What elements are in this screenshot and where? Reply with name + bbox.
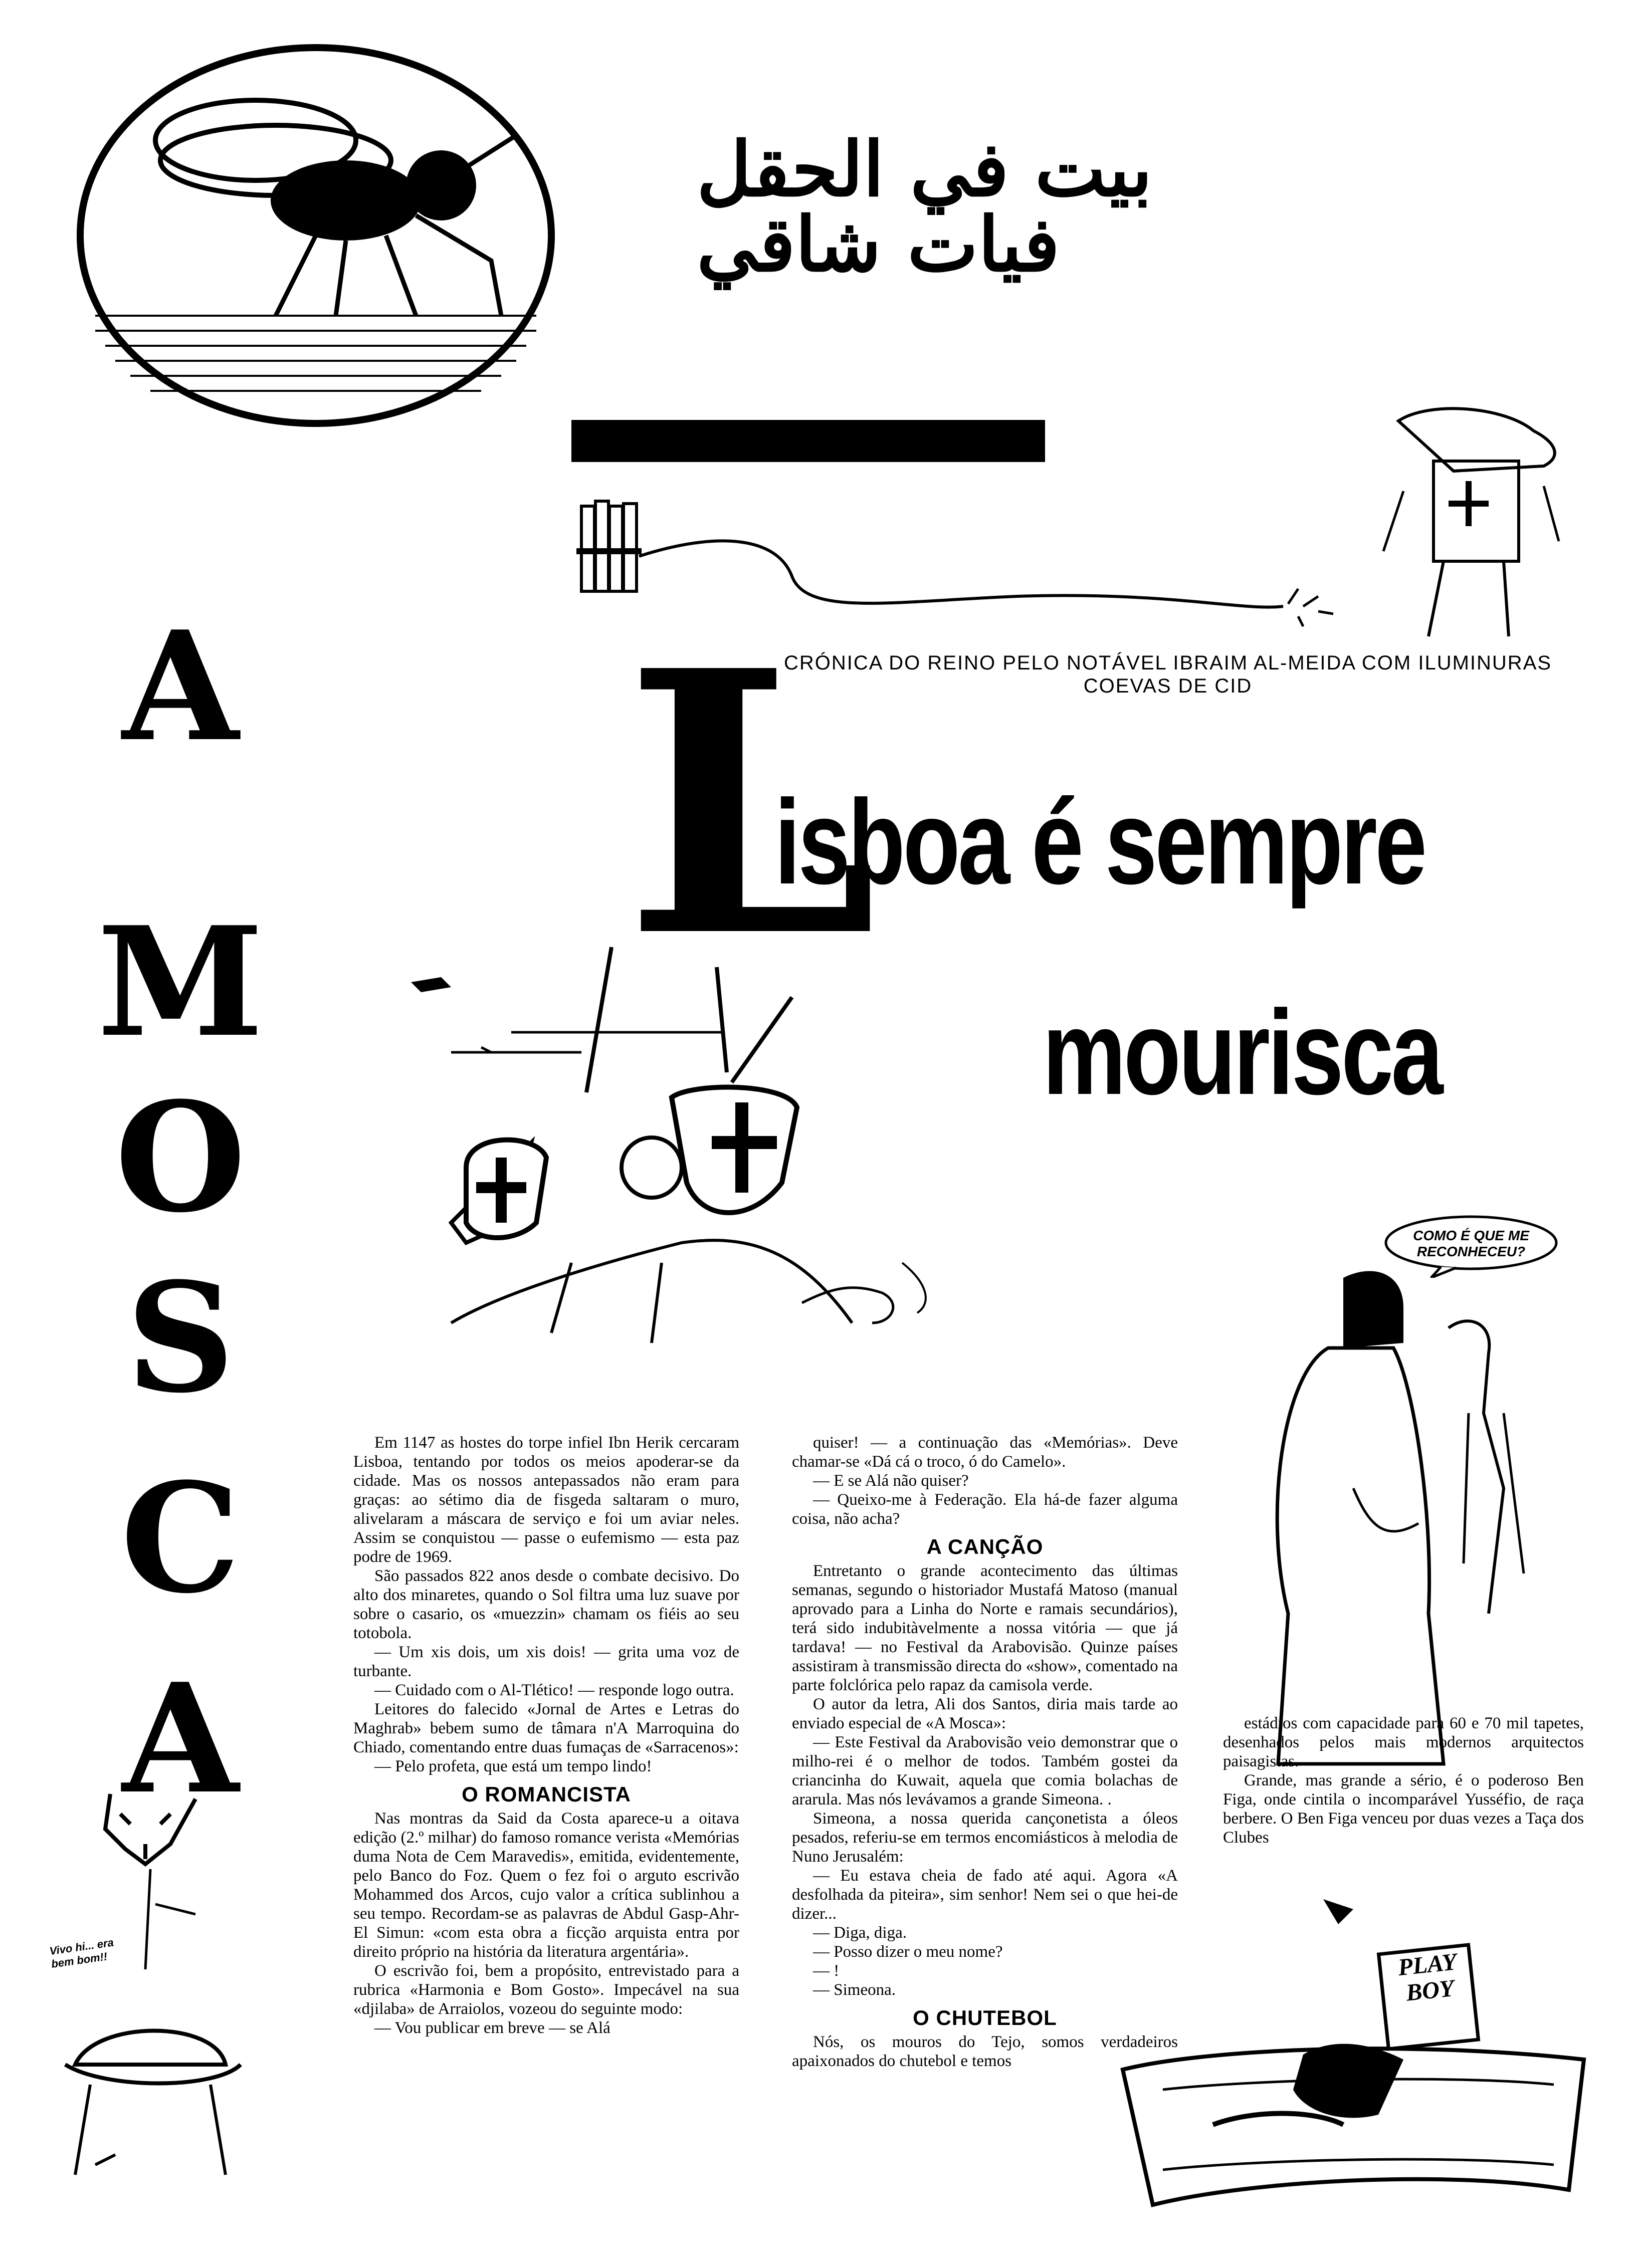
crusaders-battle-illustration	[301, 942, 1053, 1393]
headline-line-2: mourisca	[1043, 985, 1441, 1119]
col1-paragraph: — Cuidado com o Al-Tlético! — responde logo outra.	[374, 1681, 734, 1699]
headline-initial: L	[624, 592, 878, 1016]
col2-paragraph: — !	[813, 1962, 840, 1980]
article-column-3	[1223, 1714, 1584, 1847]
arabic-line-1: ﺑﻴﺖ ﻓﻲ ﺍﻟﺤﻘﻞ	[697, 125, 1153, 213]
col2-paragraph: — Eu estava cheia de fado até aqui. Agora «A desfolhada da piteira», sim senhor! Nem sei o que hei-de dizer...	[792, 1867, 1178, 1923]
speech-bubble-text: COMO É QUE ME RECONHECEU?	[1413, 1228, 1529, 1259]
col2-paragraph: quiser! — a continuação das «Memórias». Deve chamar-se «Dá cá o troco, ó do Camelo».	[792, 1434, 1178, 1471]
hat-character-illustration	[45, 1784, 256, 2195]
col1-paragraph: Leitores do falecido «Jornal de Artes e Letras do Maghrab» bebem sumo de tâmara n'A Marroquina do Chiado, comentando entre duas fumaças de «Sarracenos»:	[353, 1700, 739, 1756]
heading-a-cancao: A CANÇÃO	[926, 1535, 1044, 1558]
crusader-knight-illustration	[1353, 401, 1574, 651]
black-bar	[571, 420, 1045, 462]
col3-paragraph: estádios com capacidade para 60 e 70 mil tapetes, desenhados pelos mais modernos arquitectos paisagistas.	[1223, 1714, 1584, 1770]
col2-paragraph: Simeona, a nossa querida cançonetista a óleos pesados, referiu-se em termos encomiásticos à melodia de Nuno Jerusalém:	[792, 1809, 1178, 1866]
fly-emblem-illustration	[65, 35, 566, 436]
col2-paragraph: O autor da letra, Ali dos Santos, diria mais tarde ao enviado especial de «A Mosca»:	[792, 1695, 1178, 1732]
col2-paragraph: — Queixo-me à Federação. Ela há-de fazer alguma coisa, não acha?	[792, 1491, 1178, 1528]
col2-paragraph: — Diga, diga.	[813, 1924, 907, 1942]
col1-paragraph: O escrivão foi, bem a propósito, entrevistado para a rubrica «Harmonia e Bom Gosto». Impecável na sua «djilaba» de Arraiolos, vozeou do seguinte modo:	[353, 1962, 739, 2018]
vertical-title-letter-5: C	[120, 1450, 241, 1627]
vertical-title-letter-3: O	[115, 1069, 246, 1246]
magic-carpet-illustration	[1103, 1889, 1604, 2220]
col2-paragraph: — Posso dizer o meu nome?	[813, 1943, 1003, 1961]
col2-paragraph: — Este Festival da Arabovisão veio demonstrar que o milho-rei é o melhor de todos. Também gostei da criancinha do Kuwait, aquela que comia bolachas de ararula. Mas nós levávamos a grande Simeona. .	[792, 1733, 1178, 1808]
vertical-title-letter-6: A	[122, 1650, 239, 1827]
vertical-title-letter-2: M	[97, 893, 264, 1070]
article-column-1	[353, 1433, 739, 2037]
col2-paragraph: Entretanto o grande acontecimento das últimas semanas, segundo o historiador Mustafá Matoso (manual aprovado para a Linha do Norte e ramais secundários), terá sido indubitàvelmente a nossa vitória — que já tardava! — no Festival da Arabovisão. Quinze países assistiram à transmissão directa do «show», comentado na parte folclórica pelo rapaz da camisola verde.	[792, 1562, 1178, 1694]
playboy-magazine-label: PLAY BOY	[1396, 1948, 1458, 2006]
col1-paragraph: — Um xis dois, um xis dois! — grita uma voz de turbante.	[353, 1643, 739, 1680]
arabic-calligraphy-logo	[697, 125, 1153, 291]
heading-o-chutebol: O CHUTEBOL	[913, 2006, 1057, 2029]
article-column-2	[792, 1433, 1178, 2071]
col3-paragraph: Grande, mas grande a sério, é o poderoso Ben Figa, onde cintila o incomparável Yusséfio, de raça berbere. O Ben Figa venceu por duas vezes a Taça dos Clubes	[1223, 1771, 1584, 1847]
arabic-line-2: ﻓﻴﺎﺕ ﺷﺎﻗﻲ	[697, 200, 1060, 289]
col1-paragraph: — Vou publicar em breve — se Alá	[374, 2019, 610, 2037]
col1-paragraph: São passados 822 anos desde o combate decisivo. Do alto dos minaretes, quando o Sol filtra uma luz suave por sobre o casario, os «muezzin» chamam os fiéis ao seu totobola.	[353, 1567, 739, 1642]
col1-paragraph: — Pelo profeta, que está um tempo lindo!	[374, 1757, 652, 1775]
col1-paragraph: Nas montras da Said da Costa aparece-u a oitava edição (2.º milhar) do famoso romance verista «Memórias duma Nota de Cem Maravedis», emitida, evidentemente, pelo Banco do Foz. Quem o fez foi o arguto escrivão Mohammed dos Arcos, cujo valor a crítica sublinhou a seu tempo. Recordam-se as palavras de Abdul Gasp-Ahr-El Simun: «com esta obra a ficção arquista entra por direito próprio na história da literatura argentária».	[353, 1809, 739, 1961]
subtitle: CRÓNICA DO REINO PELO NOTÁVEL IBRAIM AL-MEIDA COM ILUMINURAS COEVAS DE CID	[783, 652, 1552, 697]
headline-line-1: isboa é sempre	[774, 775, 1425, 909]
handwritten-note: Vivo hi... era bem bom!!	[49, 1936, 115, 1970]
vertical-title-letter-4: S	[126, 1249, 235, 1426]
col2-paragraph: — E se Alá não quiser?	[813, 1472, 969, 1490]
veiled-woman-illustration	[1253, 1263, 1564, 1789]
col1-paragraph: Em 1147 as hostes do torpe infiel Ibn Herik cercaram Lisboa, tentando por todos os meios apoderar-se da cidade. Mas os nossos antepassados não eram para graças: ao sétimo dia de fisgeda saltaram o muro, alivelaram a máscara de serviço e foi um aviar neles. Assim se conquistou — passe o eufemismo — esta paz podre de 1969.	[353, 1434, 739, 1566]
vertical-title-letter-1: A	[122, 598, 239, 775]
heading-o-romancista: O ROMANCISTA	[462, 1782, 631, 1806]
col2-paragraph: Nós, os mouros do Tejo, somos verdadeiros apaixonados do chutebol e temos	[792, 2033, 1178, 2070]
col2-paragraph: — Simeona.	[813, 1981, 896, 1999]
